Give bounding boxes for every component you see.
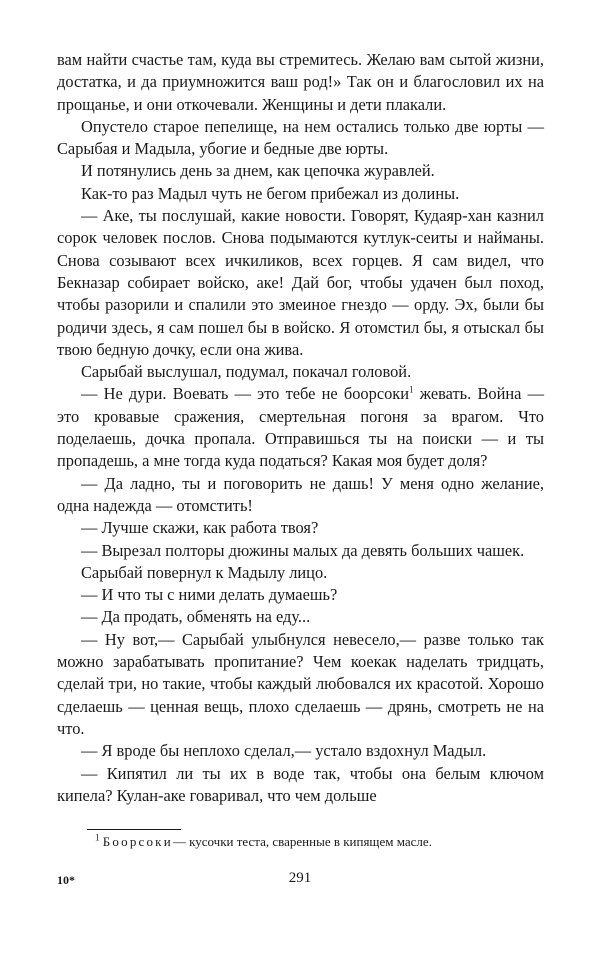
main-text — [57, 49, 544, 807]
paragraph: — Лучше скажи, как работа твоя? — [81, 518, 319, 538]
footnote — [95, 833, 535, 850]
paragraph: — Да продать, обменять на еду... — [81, 607, 311, 627]
paragraph: Сарыбай выслушал, подумал, покачал головой. — [81, 362, 412, 382]
paragraph-text-start: — Не дури. Воевать — это тебе не боорсоки — [81, 384, 410, 404]
paragraph: Как-то раз Мадыл чуть не бегом прибежал из долины. — [81, 183, 460, 203]
footnote-reference: 1 — [409, 384, 414, 395]
paragraph: — Я вроде бы неплохо сделал,— устало вздохнул Мадыл. — [81, 741, 487, 761]
paragraph: вам найти счастье там, куда вы стремитесь. Желаю вам сытой жизни, достатка, и да приумножится ваш род!» Так он и благословил их на прощанье, и они откочевали. Женщины и дети плакали. — [57, 50, 544, 114]
paragraph-text-end: жевать. Война — это кровавые сражения, смертельная погоня за врагом. Что поделаешь, дочка пропала. Отправишься ты на поиски — и ты пропадешь, а мне тогда куда податься? Какая моя будет доля? — [57, 384, 545, 471]
paragraph: Опустело старое пепелище, на нем остались только две юрты — Сарыбая и Мадыла, убогие и бедные две юрты. — [57, 116, 544, 159]
footnote-term: Боорсоки — [102, 834, 173, 849]
footnote-marker: 1 — [95, 832, 100, 843]
paragraph: — Аке, ты послушай, какие новости. Говорят, Кудаяр-хан казнил сорок человек послов. Снова подымаются кутлук-сеиты и найманы. Снова созывают всех ичкиликов, всех горцев. Я сам видел, что Бекназар собирает войско, аке! Дай бог, чтобы удачен был поход, чтобы разорили и спалили это змеиное гнездо — орду. Эх, были бы родичи здесь, я сам пошел бы в войско. Я отомстил бы, я отыскал бы твою бедную дочку, если она жива. — [57, 206, 544, 359]
paragraph: — Кипятил ли ты их в воде так, чтобы она белым ключом кипела? Кулан-аке говаривал, что чем дольше — [57, 763, 544, 805]
footnote-text: — кусочки теста, сваренные в кипящем масле. — [172, 834, 432, 849]
paragraph: — Да ладно, ты и поговорить не дашь! У меня одно желание, одна надежда — отомстить! — [57, 473, 544, 515]
paragraph: И потянулись день за днем, как цепочка журавлей. — [81, 161, 435, 181]
paragraph-with-footnote-ref — [57, 383, 544, 472]
paragraph: Сарыбай повернул к Мадылу лицо. — [81, 562, 328, 582]
signature-mark: 10* — [57, 873, 75, 887]
paragraph: — Ну вот,— Сарыбай улыбнулся невесело,— разве только так можно зарабатывать пропитание? Чем коекак наделать тридцать, сделай три, но такие, чтобы каждый любовался их красотой. Хорошо сделаешь — ценная вещь, плохо сделаешь — дрянь, смотреть не на что. — [57, 629, 544, 738]
paragraph: — Вырезал полторы дюжины малых да девять больших чашек. — [81, 540, 525, 560]
paragraph: — И что ты с ними делать думаешь? — [81, 585, 338, 605]
page-number: 291 — [288, 870, 312, 886]
footnote-divider — [87, 829, 181, 830]
